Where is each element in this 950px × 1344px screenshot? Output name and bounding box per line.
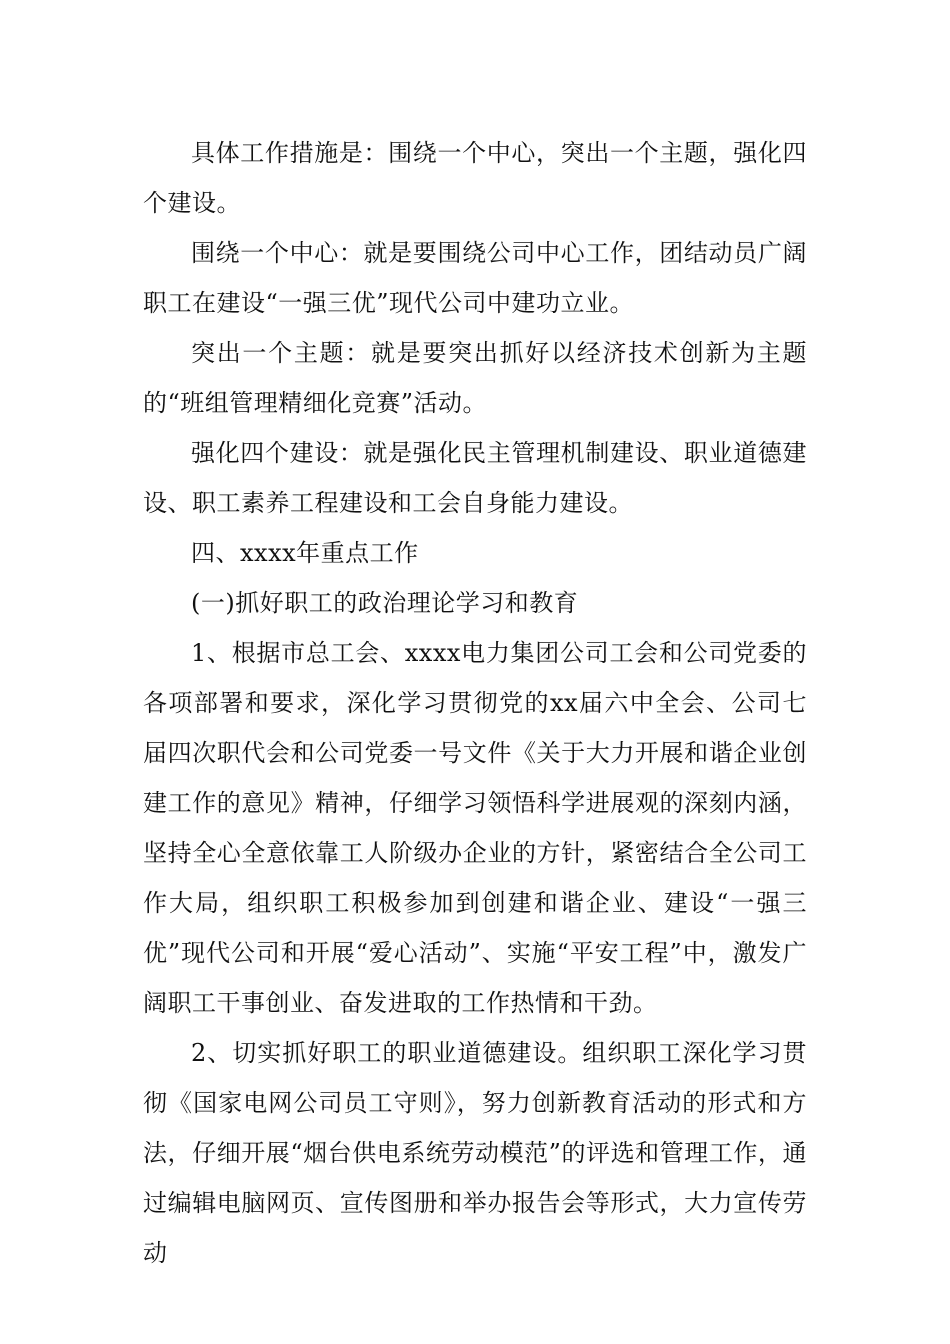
document-body	[143, 128, 807, 1278]
paragraph-work-measures: 具体工作措施是：围绕一个中心，突出一个主题，强化四个建设。	[143, 139, 807, 217]
paragraph-item-2: 2、切实抓好职工的职业道德建设。组织职工深化学习贯彻《国家电网公司员工守则》，努力创新教育活动的形式和方法，仔细开展“烟台供电系统劳动模范”的评选和管理工作，通过编辑电脑网页、宣传图册和举办报告会等形式，大力宣传劳动	[143, 1039, 807, 1267]
subsection-heading-political-study: (一)抓好职工的政治理论学习和教育	[191, 589, 579, 617]
paragraph-item-1: 1、根据市总工会、xxxx电力集团公司工会和公司党委的各项部署和要求，深化学习贯彻党的xx届六中全会、公司七届四次职代会和公司党委一号文件《关于大力开展和谐企业创建工作的意见》精神，仔细学习领悟科学进展观的深刻内涵，坚持全心全意依靠工人阶级办企业的方针，紧密结合全公司工作大局，组织职工积极参加到创建和谐企业、建设“一强三优”现代公司和开展“爱心活动”、实施“平安工程”中，激发广阔职工干事创业、奋发进取的工作热情和干劲。	[143, 639, 807, 1017]
paragraph-one-center: 围绕一个中心：就是要围绕公司中心工作，团结动员广阔职工在建设“一强三优”现代公司中建功立业。	[143, 239, 807, 317]
section-heading-key-work: 四、xxxx年重点工作	[191, 539, 419, 567]
paragraph-one-theme: 突出一个主题：就是要突出抓好以经济技术创新为主题的“班组管理精细化竞赛”活动。	[143, 339, 807, 417]
paragraph-four-constructions: 强化四个建设：就是强化民主管理机制建设、职业道德建设、职工素养工程建设和工会自身能力建设。	[143, 439, 807, 517]
